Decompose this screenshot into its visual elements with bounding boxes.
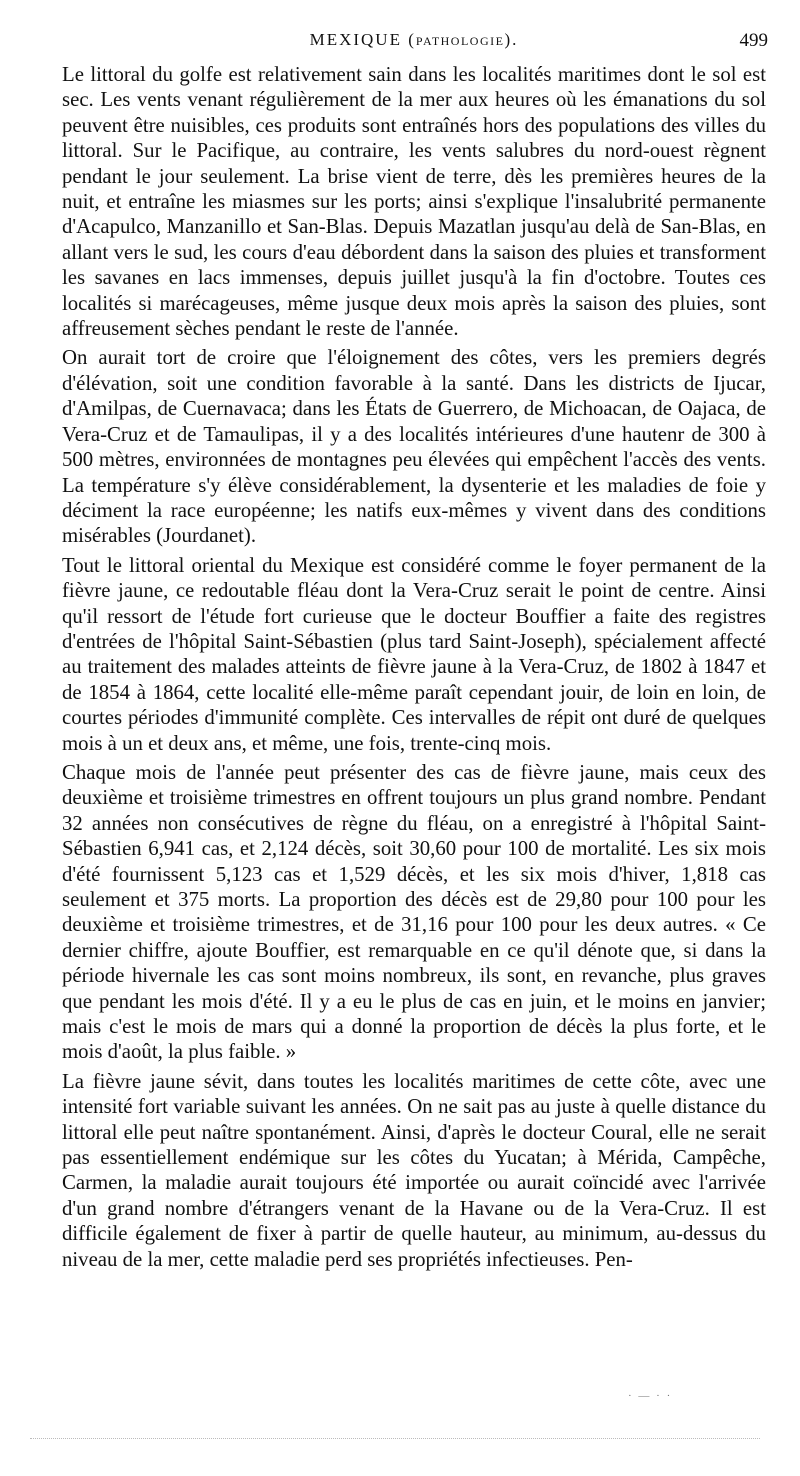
running-title-open: (	[401, 30, 416, 49]
page-bottom-rule	[30, 1438, 760, 1440]
page-number: 499	[739, 30, 768, 51]
running-title-section: PATHOLOGIE	[415, 34, 505, 48]
paragraph-statistics: Chaque mois de l'année peut présenter des cas de fièvre jaune, mais ceux des deuxième et troisième trimestres en offrent toujours un plus grand nombre. Pendant 32 années non consécutives de règne du fléau, on a enregistré à l'hôpital Saint-Sébastien 6,941 cas, et 2,124 décès, soit 30,60 pour 100 de mortalité. Les six mois d'été fournissent 5,123 cas et 1,529 décès, et les six mois d'hiver, 1,818 cas seulement et 375 morts. La proportion des décès est de 29,80 pour 100 pour les deuxième et troisième trimestres, et de 31,16 pour 100 pour les deux autres. « Ce dernier chiffre, ajoute Bouffier, est remarquable en ce qu'il dénote que, si dans la période hivernale les cas sont moins nombreux, ils sont, en revanche, plus graves que pendant les mois d'été. Il y a eu le plus de cas en juin, et le moins en janvier; mais c'est le mois de mars qui a donné la proportion de décès la plus forte, et le mois d'août, la plus faible. »	[62, 760, 766, 1064]
print-mark: · — · ·	[628, 1390, 673, 1402]
paragraph-littoral: Le littoral du golfe est relativement sain dans les localités maritimes dont le sol est sec. Les vents venant régulièrement de la mer aux heures où les émanations du sol peuvent être nuisibles, ces produits sont entraînés hors des populations des villes du littoral. Sur le Pacifique, au contraire, les vents salubres du nord-ouest règnent pendant le jour seulement. La brise vient de terre, dès les premières heures de la nuit, et entraîne les miasmes sur les ports; ainsi s'explique l'insalubrité permanente d'Acapulco, Manzanillo et San-Blas. Depuis Mazatlan jusqu'au delà de San-Blas, en allant vers le sud, les cours d'eau débordent dans la saison des pluies et transforment les savanes en lacs immenses, depuis juillet jusqu'à la fin d'octobre. Toutes ces localités si marécageuses, même jusque deux mois après la saison des pluies, sont affreusement sèches pendant le reste de l'année.	[62, 63, 766, 341]
paragraph-elevation: On aurait tort de croire que l'éloignement des côtes, vers les premiers degrés d'élévation, soit une condition favorable à la santé. Dans les districts de Ijucar, d'Amilpas, de Cuernavaca; dans les États de Guerrero, de Michoacan, de Oajaca, de Vera-Cruz et de Tamaulipas, il y a des localités intérieures d'une hautenr de 300 à 500 mètres, environnées de montagnes peu élevées qui empêchent l'accès des vents. La température s'y élève considérablement, la dysenterie et les maladies de foie y déciment la race européenne; les natifs eux-mêmes y vivent dans des conditions misérables (Jourdanet).	[62, 346, 766, 548]
running-title-close: ).	[504, 30, 519, 49]
running-header	[62, 28, 766, 58]
running-title-main: MEXIQUE	[309, 30, 402, 49]
running-title	[62, 30, 766, 50]
book-page	[62, 28, 766, 1276]
paragraph-coastal-intensity: La fièvre jaune sévit, dans toutes les localités maritimes de cette côte, avec une intensité fort variable suivant les années. On ne sait pas au juste à quelle distance du littoral elle peut naître spontanément. Ainsi, d'après le docteur Coural, elle ne serait pas essentiellement endémique sur les côtes du Yucatan; à Mérida, Campêche, Carmen, la maladie aurait toujours été importée ou aurait coïncidé avec l'arrivée d'un grand nombre d'étrangers venant de la Havane ou de la Vera-Cruz. Il est difficile également de fixer à partir de quelle hauteur, au minimum, au-dessus du niveau de la mer, cette maladie perd ses propriétés infectieuses. Pen-	[62, 1069, 766, 1271]
paragraph-yellow-fever-focus: Tout le littoral oriental du Mexique est considéré comme le foyer permanent de la fièvre jaune, ce redoutable fléau dont la Vera-Cruz serait le point de centre. Ainsi qu'il ressort de l'étude fort curieuse que le docteur Bouffier a faite des registres d'entrées de l'hôpital Saint-Sébastien (plus tard Saint-Joseph), spécialement affecté au traitement des malades atteints de fièvre jaune à la Vera-Cruz, de 1802 à 1847 et de 1854 à 1864, cette localité elle-même paraît cependant jouir, de loin en loin, de courtes périodes d'immunité complète. Ces intervalles de répit ont duré de quelques mois à un et deux ans, et même, une fois, trente-cinq mois.	[62, 553, 766, 755]
body-text	[62, 62, 766, 1272]
